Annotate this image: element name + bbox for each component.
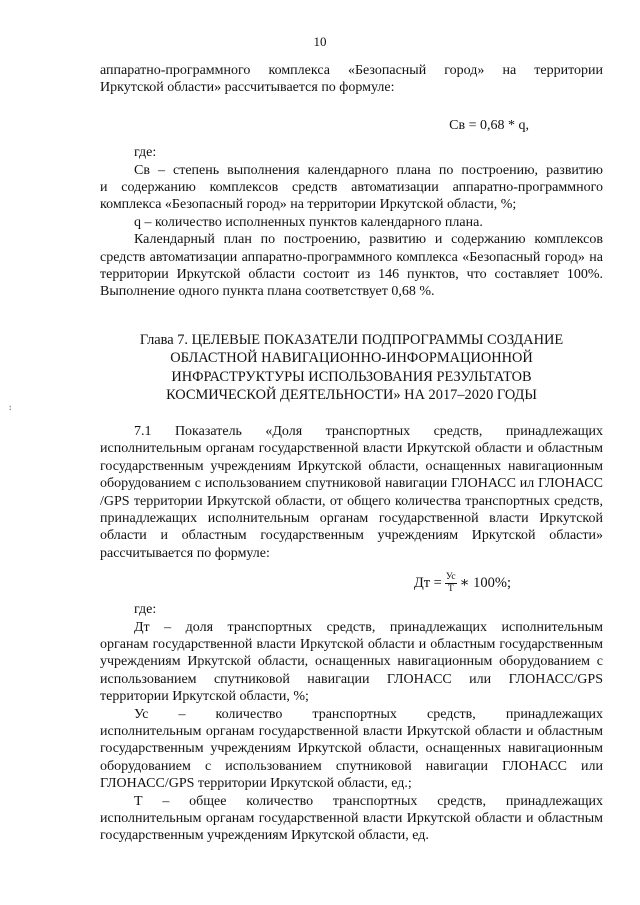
- chapter-heading-line: ОБЛАСТНОЙ НАВИГАЦИОННО-ИНФОРМАЦИОННОЙ: [170, 350, 533, 367]
- formula-rhs: ∗ 100%;: [459, 574, 511, 591]
- chapter-heading-line: Глава 7. ЦЕЛЕВЫЕ ПОКАЗАТЕЛИ ПОДПРОГРАММЫ СОЗДАНИЕ: [139, 331, 564, 348]
- definition-t-rest: исполнительным органам государственной власти Иркутской области и областным государственным учреждениям Иркутской области, ед.: [100, 811, 603, 844]
- definition-dt-rest: органам государственной власти Иркутской области и областным государственным учреждениям Иркутской области, оснащенных навигационным оборудованием с использованием спутниковой навигации ГЛОНАСС или ГЛОНАСС/GPS территории Иркутской области, %;: [100, 636, 603, 705]
- chapter-heading-line: ИНФРАСТРУКТУРЫ ИСПОЛЬЗОВАНИЯ РЕЗУЛЬТАТОВ: [171, 368, 532, 385]
- definition-sv-first: Св – степень выполнения календарного плана по построению, развитию: [134, 162, 603, 178]
- formula-dt: [100, 572, 603, 595]
- paragraph-plan-rest: средств автоматизации аппаратно-программного комплекса «Безопасный город» на территории Иркутской области состоит из 146 пунктов, что составляет 100%. Выполнение одного пункта плана соответствует 0,68 %.: [100, 249, 603, 300]
- chapter-heading-line: КОСМИЧЕСКОЙ ДЕЯТЕЛЬНОСТИ» НА 2017–2020 ГОДЫ: [166, 387, 537, 404]
- paragraph-line: Иркутской области» рассчитывается по формуле:: [100, 80, 395, 96]
- formula-sv: Св = 0,68 * q,: [449, 117, 529, 133]
- document-body: [100, 62, 603, 845]
- definition-q: q – количество исполненных пунктов календарного плана.: [134, 214, 483, 230]
- definition-us-rest: исполнительным органам государственной власти Иркутской области и областным государственным учреждениям Иркутской области, оснащенных навигационным оборудованием с использованием спутниковой навигации ГЛОНАСС или ГЛОНАСС/GPS территории Иркутской области, ед.;: [100, 723, 603, 792]
- paragraph-7-1-rest: исполнительным органам государственной власти Иркутской области и областным государственным учреждениям Иркутской области, оснащенных навигационным оборудованием с использованием спутниковой навигации ГЛОНАСС ил ГЛОНАСС /GPS территории Иркутской области, от общего количества транспортных средств, принадлежащих исполнительным органам государственной власти Иркутской области и областным государственным учреждениям Иркутской области» рассчитывается по формуле:: [100, 441, 603, 561]
- definition-dt-first: Дт – доля транспортных средств, принадлежащих исполнительным: [134, 619, 603, 635]
- paragraph-line: аппаратно-программного комплекса «Безопасный город» на территории: [100, 63, 603, 78]
- definition-us-first: Ус – количество транспортных средств, принадлежащих: [134, 706, 603, 722]
- margin-mark: ↕: [8, 403, 12, 412]
- paragraph-7-1-first: 7.1 Показатель «Доля транспортных средств, принадлежащих: [134, 423, 603, 439]
- definition-t-first: Т – общее количество транспортных средств, принадлежащих: [134, 793, 603, 809]
- page-number: 10: [313, 34, 327, 49]
- formula-fraction: [445, 572, 457, 595]
- paragraph-plan-first: Календарный план по построению, развитию и содержанию комплексов: [134, 232, 603, 248]
- fraction-numerator: Ус: [445, 572, 456, 583]
- formula-lhs: Дт =: [413, 574, 442, 591]
- definition-sv-rest: и содержанию комплексов средств автоматизации аппаратно-программного комплекса «Безопасный город» на территории Иркутской области, %;: [100, 180, 603, 213]
- chapter-heading: [100, 331, 603, 405]
- where-label: где:: [134, 145, 157, 161]
- where-label: где:: [134, 602, 157, 618]
- fraction-denominator: Т: [447, 584, 454, 595]
